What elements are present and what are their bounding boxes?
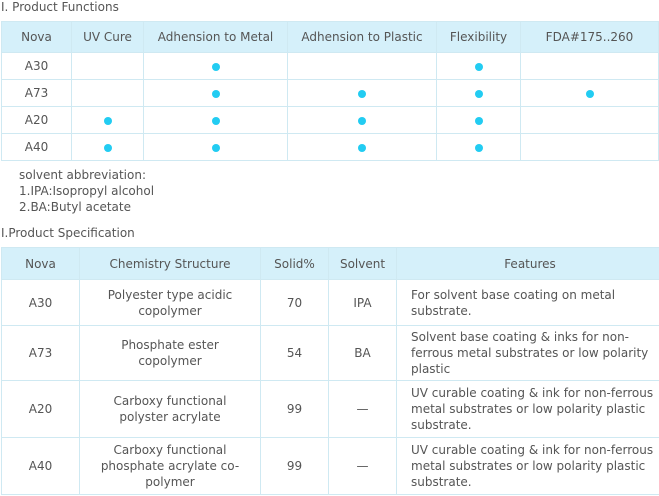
solvent-notes <box>19 167 154 215</box>
functions-row-a20 <box>2 107 659 134</box>
functions-cell <box>288 80 437 107</box>
functions-nova: A20 <box>2 107 72 134</box>
spec-solid: 99 <box>261 438 329 495</box>
spec-header-solvent: Solvent <box>329 248 397 280</box>
spec-solid: 70 <box>261 280 329 326</box>
spec-solvent: — <box>329 381 397 438</box>
functions-cell <box>144 134 288 161</box>
functions-cell <box>144 107 288 134</box>
functions-cell <box>288 53 437 80</box>
functions-cell <box>72 53 144 80</box>
spec-solvent: IPA <box>329 280 397 326</box>
functions-cell <box>72 80 144 107</box>
functions-cell <box>521 80 659 107</box>
spec-features: UV curable coating & ink for non-ferrous metal substrates or low polarity plastic substrate. <box>397 381 659 438</box>
spec-features: For solvent base coating on metal substrate. <box>397 280 659 326</box>
function-mark-dot <box>104 117 112 125</box>
spec-nova: A30 <box>2 280 80 326</box>
spec-solid: 54 <box>261 326 329 381</box>
functions-header-flexibility: Flexibility <box>437 22 521 53</box>
functions-header-fda: FDA#175..260 <box>521 22 659 53</box>
spec-structure: Polyester type acidic copolymer <box>80 280 261 326</box>
functions-nova: A40 <box>2 134 72 161</box>
spec-row-a73 <box>2 326 659 381</box>
functions-cell <box>437 80 521 107</box>
functions-cell <box>521 134 659 161</box>
functions-cell <box>437 134 521 161</box>
functions-nova: A30 <box>2 53 72 80</box>
spec-structure: Carboxy functional polyster acrylate <box>80 381 261 438</box>
function-mark-dot <box>475 90 483 98</box>
function-mark-dot <box>212 117 220 125</box>
function-mark-dot <box>358 90 366 98</box>
functions-header-adhesion-plastic: Adhension to Plastic <box>288 22 437 53</box>
functions-cell <box>521 107 659 134</box>
functions-row-a30 <box>2 53 659 80</box>
functions-cell <box>437 107 521 134</box>
functions-header-uv-cure: UV Cure <box>72 22 144 53</box>
product-functions-heading: I. Product Functions <box>1 0 119 14</box>
function-mark-dot <box>475 144 483 152</box>
functions-cell <box>521 53 659 80</box>
function-mark-dot <box>586 90 594 98</box>
function-mark-dot <box>104 144 112 152</box>
spec-structure: Carboxy functional phosphate acrylate co-polymer <box>80 438 261 495</box>
functions-row-a73 <box>2 80 659 107</box>
spec-nova: A20 <box>2 381 80 438</box>
spec-row-a40 <box>2 438 659 495</box>
function-mark-dot <box>212 90 220 98</box>
functions-header-row <box>2 22 659 53</box>
product-specification-heading: I.Product Specification <box>1 226 135 240</box>
spec-solid: 99 <box>261 381 329 438</box>
functions-cell <box>144 53 288 80</box>
spec-nova: A73 <box>2 326 80 381</box>
function-mark-dot <box>358 117 366 125</box>
spec-row-a20 <box>2 381 659 438</box>
spec-features: UV curable coating & ink for non-ferrous metal substrates or low polarity plastic substrate. <box>397 438 659 495</box>
spec-header-nova: Nova <box>2 248 80 280</box>
solvent-note-ipa: 1.IPA:Isopropyl alcohol <box>19 184 155 198</box>
function-mark-dot <box>475 63 483 71</box>
functions-cell <box>437 53 521 80</box>
functions-cell <box>72 134 144 161</box>
solvent-note-ba: 2.BA:Butyl acetate <box>19 200 131 214</box>
product-functions-table <box>1 21 659 161</box>
functions-header-adhesion-metal: Adhension to Metal <box>144 22 288 53</box>
spec-header-structure: Chemistry Structure <box>80 248 261 280</box>
functions-header-nova: Nova <box>2 22 72 53</box>
function-mark-dot <box>475 117 483 125</box>
functions-cell <box>288 134 437 161</box>
spec-solvent: — <box>329 438 397 495</box>
spec-nova: A40 <box>2 438 80 495</box>
function-mark-dot <box>212 144 220 152</box>
function-mark-dot <box>212 63 220 71</box>
functions-cell <box>72 107 144 134</box>
functions-cell <box>144 80 288 107</box>
spec-header-features: Features <box>397 248 659 280</box>
spec-header-row <box>2 248 659 280</box>
functions-cell <box>288 107 437 134</box>
functions-nova: A73 <box>2 80 72 107</box>
function-mark-dot <box>358 144 366 152</box>
spec-header-solid: Solid% <box>261 248 329 280</box>
solvent-notes-title: solvent abbreviation: <box>19 168 146 182</box>
spec-row-a30 <box>2 280 659 326</box>
spec-structure: Phosphate ester copolymer <box>80 326 261 381</box>
spec-solvent: BA <box>329 326 397 381</box>
spec-features: Solvent base coating & inks for non-ferrous metal substrates or low polarity plastic <box>397 326 659 381</box>
product-specification-table <box>1 247 659 495</box>
functions-row-a40 <box>2 134 659 161</box>
